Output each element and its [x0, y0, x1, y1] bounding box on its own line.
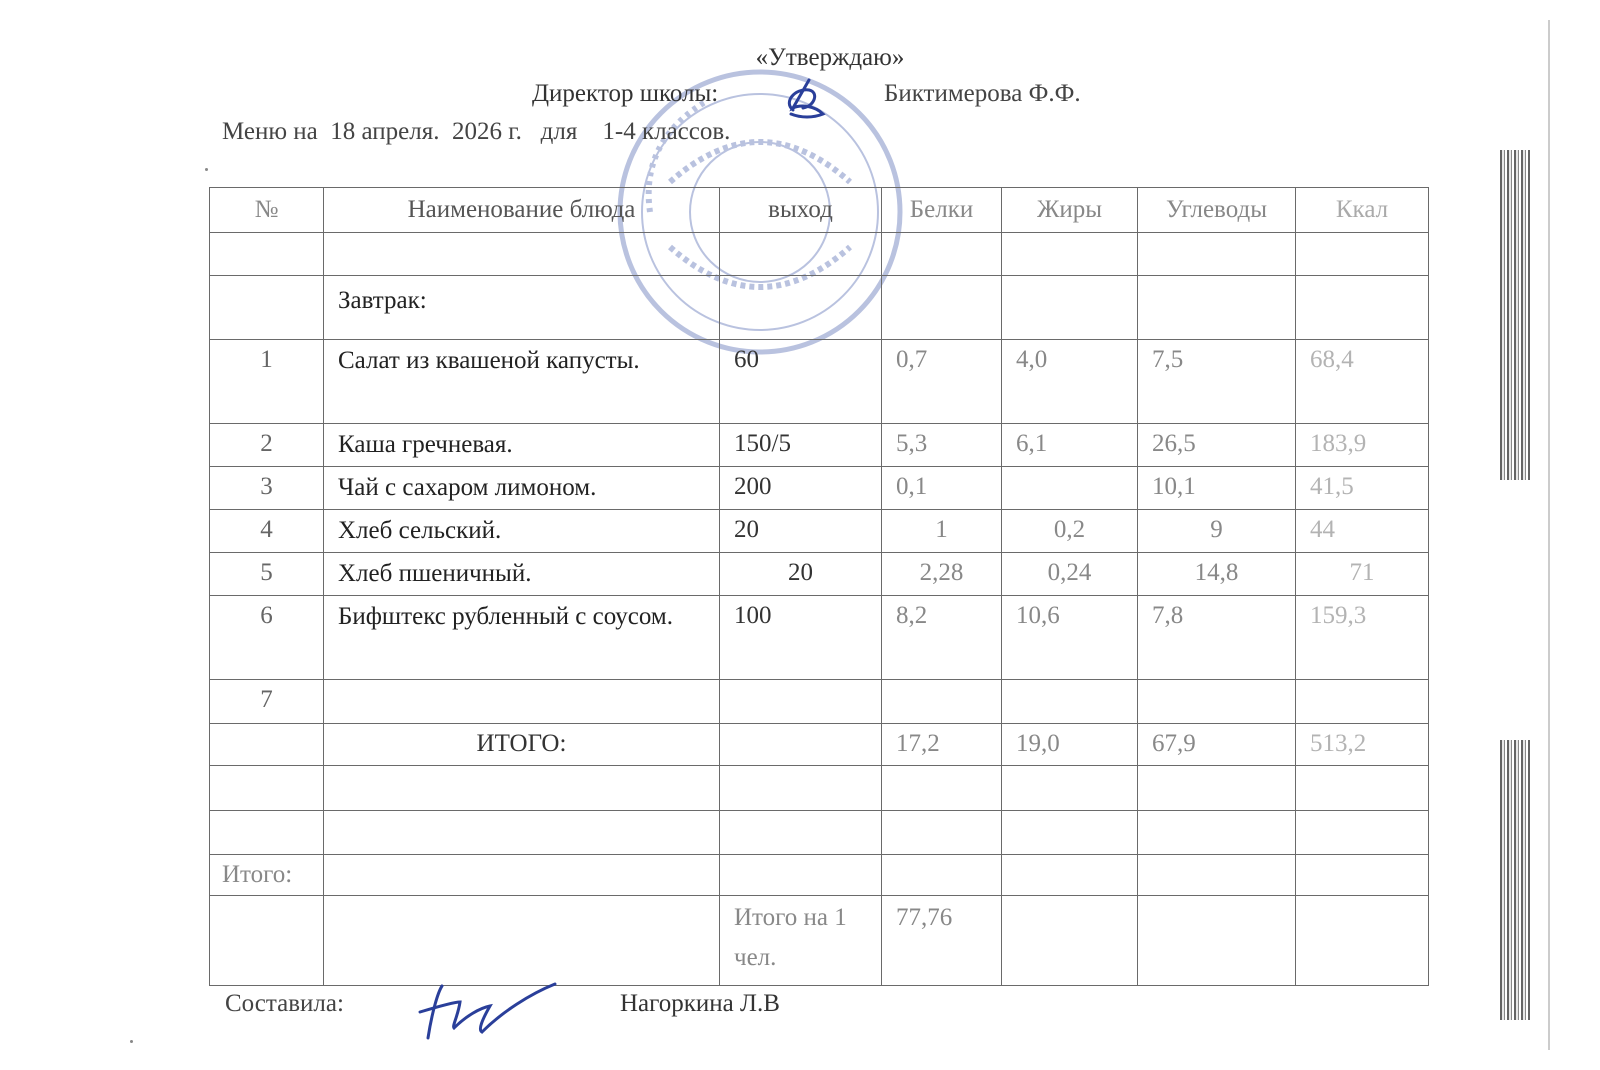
per-person-row: [210, 896, 1429, 986]
dish-carbs: 10,1: [1138, 467, 1296, 510]
dish-yield: 20: [720, 510, 882, 553]
compiled-by-label: Составила:: [225, 990, 344, 1017]
dish-carbs: [1138, 680, 1296, 724]
dish-fat: 6,1: [1002, 424, 1138, 467]
director-signature: [775, 70, 845, 130]
dish-kcal: 183,9: [1296, 424, 1429, 467]
approval-heading: «Утверждаю»: [755, 44, 905, 71]
dish-protein: 8,2: [882, 596, 1002, 680]
dish-name: [324, 680, 720, 724]
director-name: Биктимерова Ф.Ф.: [884, 80, 1081, 107]
col-fat-header: Жиры: [1002, 188, 1138, 233]
table-row: [210, 510, 1429, 553]
director-line: [532, 80, 1081, 108]
dish-kcal: 71: [1296, 553, 1429, 596]
per-person-value: 77,76: [882, 896, 1002, 986]
dish-carbs: 7,8: [1138, 596, 1296, 680]
col-yield-header: выход: [720, 188, 882, 233]
itogo-label: Итого:: [210, 855, 324, 896]
dish-yield: 200: [720, 467, 882, 510]
table-header-row: [210, 188, 1429, 233]
table-row: [210, 596, 1429, 680]
dish-yield: [720, 680, 882, 724]
menu-date-line: Меню на 18 апреля. 2026 г. для 1-4 классов.: [222, 118, 731, 145]
director-label: Директор школы:: [532, 80, 719, 107]
dish-name: Бифштекс рубленный с соусом.: [324, 596, 720, 680]
dish-carbs: 14,8: [1138, 553, 1296, 596]
total-label: ИТОГО:: [324, 724, 720, 766]
row-number: 1: [210, 340, 324, 424]
table-row: [210, 340, 1429, 424]
table-row-empty: [210, 811, 1429, 855]
table-row: [210, 553, 1429, 596]
row-number: 5: [210, 553, 324, 596]
dish-kcal: 41,5: [1296, 467, 1429, 510]
dish-yield: 100: [720, 596, 882, 680]
col-protein-header: Белки: [882, 188, 1002, 233]
dish-carbs: 26,5: [1138, 424, 1296, 467]
dish-name: Каша гречневая.: [324, 424, 720, 467]
row-number: 4: [210, 510, 324, 553]
scan-speck: [130, 1040, 133, 1043]
dish-name: Чай с сахаром лимоном.: [324, 467, 720, 510]
dish-yield: 20: [720, 553, 882, 596]
total-carbs: 67,9: [1138, 724, 1296, 766]
author-signature: [410, 972, 560, 1042]
total-kcal: 513,2: [1296, 724, 1429, 766]
dish-fat: 0,24: [1002, 553, 1138, 596]
dish-name: Салат из квашеной капусты.: [324, 340, 720, 424]
scan-edge-line: [1548, 20, 1550, 1050]
section-breakfast-label: Завтрак:: [324, 276, 720, 340]
dish-protein: 2,28: [882, 553, 1002, 596]
dish-protein: 1: [882, 510, 1002, 553]
dish-protein: 0,1: [882, 467, 1002, 510]
col-carbs-header: Углеводы: [1138, 188, 1296, 233]
dish-protein: [882, 680, 1002, 724]
dish-yield: 150/5: [720, 424, 882, 467]
dish-carbs: 7,5: [1138, 340, 1296, 424]
dish-yield: 60: [720, 340, 882, 424]
dish-carbs: 9: [1138, 510, 1296, 553]
dish-kcal: 159,3: [1296, 596, 1429, 680]
row-number: 3: [210, 467, 324, 510]
menu-table: [209, 187, 1429, 986]
total-protein: 17,2: [882, 724, 1002, 766]
dish-kcal: 44: [1296, 510, 1429, 553]
total-row: [210, 724, 1429, 766]
dish-fat: 4,0: [1002, 340, 1138, 424]
col-dish-name-header: Наименование блюда: [324, 188, 720, 233]
table-row-empty: [210, 233, 1429, 276]
scan-noise: [1500, 150, 1530, 1020]
table-row-empty: [210, 766, 1429, 811]
table-row: [210, 680, 1429, 724]
dish-protein: 0,7: [882, 340, 1002, 424]
dish-kcal: 68,4: [1296, 340, 1429, 424]
table-row: [210, 424, 1429, 467]
row-number: 6: [210, 596, 324, 680]
dish-fat: 0,2: [1002, 510, 1138, 553]
per-person-label: Итого на 1 чел.: [720, 896, 882, 986]
dish-name: Хлеб пшеничный.: [324, 553, 720, 596]
compiled-by-name: Нагоркина Л.В: [620, 990, 780, 1017]
dish-fat: 10,6: [1002, 596, 1138, 680]
col-kcal-header: Ккал: [1296, 188, 1429, 233]
col-number-header: №: [210, 188, 324, 233]
scan-speck: [205, 168, 208, 171]
row-number: 7: [210, 680, 324, 724]
table-row: [210, 467, 1429, 510]
table-row-section: [210, 276, 1429, 340]
dish-name: Хлеб сельский.: [324, 510, 720, 553]
row-number: 2: [210, 424, 324, 467]
dish-kcal: [1296, 680, 1429, 724]
total-fat: 19,0: [1002, 724, 1138, 766]
dish-fat: [1002, 680, 1138, 724]
dish-protein: 5,3: [882, 424, 1002, 467]
dish-fat: [1002, 467, 1138, 510]
itogo-row: [210, 855, 1429, 896]
